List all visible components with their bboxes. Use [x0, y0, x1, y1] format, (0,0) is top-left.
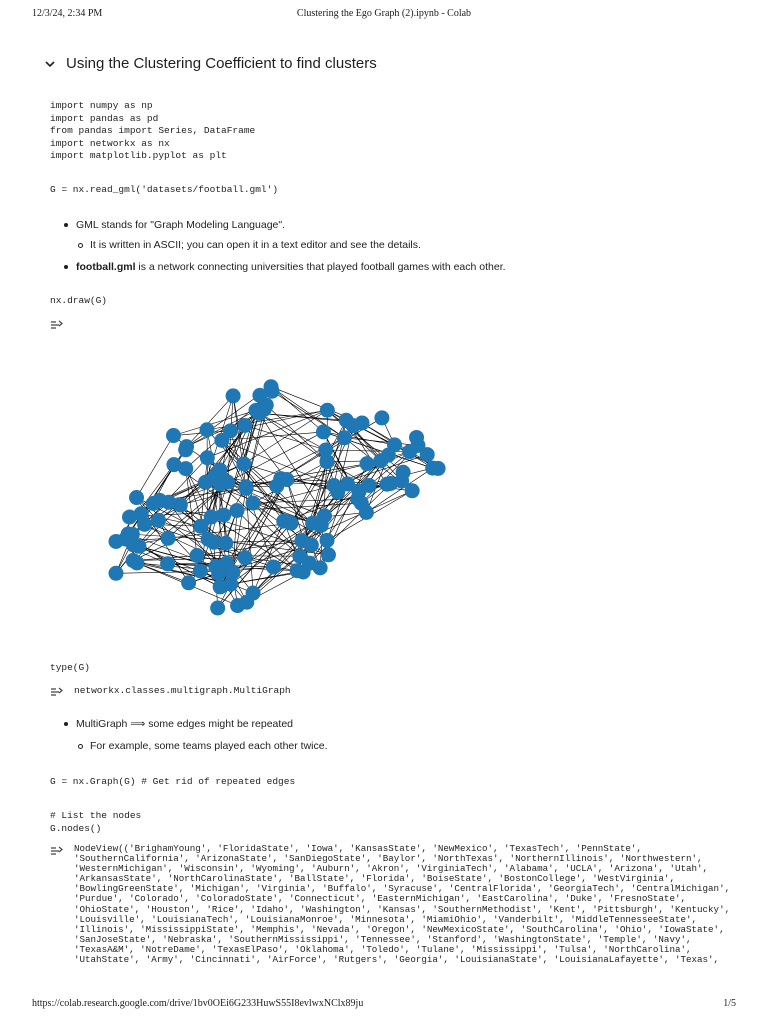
section-title: Using the Clustering Coefficient to find clusters — [66, 55, 377, 72]
code-cell-read-gml[interactable]: G = nx.read_gml('datasets/football.gml') — [50, 184, 279, 195]
graph-node — [166, 457, 181, 472]
graph-node — [146, 496, 161, 511]
graph-edge — [186, 469, 197, 556]
output-nodes: NodeView(('BrighamYoung', 'FloridaState', 'Iowa', 'KansasState', 'NewMexico', 'TexasTech', 'PennState', 'SouthernCalifornia', 'ArizonaState', 'SanDiegoState', 'Baylor', 'NorthTexas', 'NorthernIllinois', 'Northwestern', 'WesternMichigan', 'Wisconsin', 'Wyoming', 'Auburn', 'Akron', 'VirginiaTech', 'Alabama', 'UCLA', 'Arizona', 'Utah', 'ArkansasState', 'NorthCarolinaState', 'BallState', 'Florida', 'BoiseState', 'BostonCollege', 'WestVirginia', 'BowlingGreenState', 'Michigan', 'Virginia', 'Buffalo', 'Syracuse', 'CentralFlorida', 'GeorgiaTech', 'CentralMichigan', 'Purdue', 'Colorado', 'ColoradoState', 'Connecticut', 'EasternMichigan', 'EastCarolina', 'Duke', 'FresnoState', 'OhioState', 'Houston', 'Rice', 'Idaho', 'Washington', 'Kansas', 'SouthernMethodist', 'Kent', 'Pittsburgh', 'Kentucky', 'Louisville', 'LouisianaTech', 'LouisianaMonroe', 'Minnesota', 'MiamiOhio', 'Vanderbilt', 'MiddleTennesseeState', 'Illinois', 'MississippiState', 'Memphis', 'Nevada', 'Oregon', 'NewMexicoState', 'SouthCarolina', 'Ohio', 'IowaState', 'SanJoseState', 'Nebraska', 'SouthernMississippi', 'Tennessee', 'Stanford', 'WashingtonState', 'Temple', 'Navy', 'TexasA&M', 'NotreDame', 'TexasElPaso', 'Oklahoma', 'Toledo', 'Tulane', 'Mississippi', 'Tulsa', 'NorthCarolina', 'UtahState', 'Army', 'Cincinnati', 'AirForce', 'Rutgers', 'Georgia', 'LouisianaState', 'LouisianaLafayette', 'Texas', — [74, 843, 731, 966]
graph-node — [362, 478, 377, 493]
graph-node — [193, 519, 208, 534]
graph-node — [151, 513, 166, 528]
page-number: 1/5 — [723, 998, 736, 1009]
graph-node — [212, 462, 227, 477]
graph-node — [374, 410, 389, 425]
graph-node — [316, 424, 331, 439]
graph-node — [320, 403, 335, 418]
graph-node — [200, 450, 215, 465]
graph-node — [320, 533, 335, 548]
graph-node — [190, 548, 205, 563]
graph-node — [109, 566, 124, 581]
graph-node — [238, 550, 253, 565]
graph-node — [181, 575, 196, 590]
bullet-text: MultiGraph ⟹ some edges might be repeated — [76, 718, 293, 730]
code-cell-graph[interactable]: G = nx.Graph(G) # Get rid of repeated edges — [50, 776, 296, 787]
graph-node — [129, 490, 144, 505]
graph-node — [396, 465, 411, 480]
graph-node — [257, 402, 272, 417]
code-cell-nodes[interactable]: # List the nodes G.nodes() — [50, 810, 142, 834]
graph-node — [346, 418, 361, 433]
graph-node — [225, 564, 240, 579]
graph-node — [161, 531, 176, 546]
list-item — [76, 238, 506, 252]
graph-node — [213, 477, 228, 492]
code-cell-draw[interactable]: nx.draw(G) — [50, 295, 108, 306]
graph-node — [193, 563, 208, 578]
graph-node — [359, 505, 374, 520]
graph-node — [420, 447, 435, 462]
print-url: https://colab.research.google.com/drive/1bv0OEi6G233HuwS55I8evlwxNClx89ju — [32, 998, 364, 1009]
bullet-text: GML stands for "Graph Modeling Language". — [76, 219, 286, 231]
graph-node — [318, 443, 333, 458]
bold-text: football.gml — [76, 261, 136, 273]
graph-node — [237, 418, 252, 433]
print-footer — [32, 998, 736, 1012]
graph-node — [409, 430, 424, 445]
graph-node — [246, 496, 261, 511]
graph-node — [213, 579, 228, 594]
graph-node — [405, 483, 420, 498]
graph-edge — [281, 438, 345, 479]
list-item — [62, 218, 506, 232]
graph-node — [337, 430, 352, 445]
graph-node — [226, 388, 241, 403]
graph-node — [198, 475, 213, 490]
graph-node — [166, 428, 181, 443]
graph-node — [340, 476, 355, 491]
chevron-down-icon[interactable] — [44, 58, 56, 70]
graph-node — [218, 536, 233, 551]
graph-node — [239, 481, 254, 496]
bullet-text: For example, some teams played each other twice. — [90, 740, 328, 752]
graph-node — [208, 559, 223, 574]
output-toggle-icon[interactable] — [50, 846, 64, 856]
graph-node — [379, 477, 394, 492]
graph-node — [214, 433, 229, 448]
graph-node — [160, 556, 175, 571]
graph-node — [266, 559, 281, 574]
output-toggle-icon[interactable] — [50, 687, 64, 697]
output-type: networkx.classes.multigraph.MultiGraph — [74, 685, 291, 696]
graph-node — [200, 422, 215, 437]
output-toggle-icon[interactable] — [50, 320, 64, 330]
graph-node — [381, 448, 396, 463]
graph-edge — [259, 413, 327, 461]
graph-node — [201, 532, 216, 547]
print-header — [32, 8, 736, 22]
markdown-multigraph-note — [62, 717, 328, 753]
list-item — [62, 717, 328, 731]
graph-node — [273, 471, 288, 486]
graph-node — [321, 547, 336, 562]
graph-node — [305, 516, 320, 531]
section-header[interactable] — [44, 55, 377, 72]
graph-node — [179, 439, 194, 454]
list-item — [62, 260, 506, 274]
code-cell-imports[interactable]: import numpy as np import pandas as pd from pandas import Series, DataFrame import networkx as nx import matplotlib.pyplot as plt — [50, 100, 256, 161]
print-date: 12/3/24, 2:34 PM — [32, 8, 103, 19]
graph-node — [302, 556, 317, 571]
graph-node — [161, 495, 176, 510]
graph-node — [125, 527, 140, 542]
graph-node — [239, 595, 254, 610]
network-graph-plot — [100, 340, 470, 620]
graph-node — [327, 478, 342, 493]
print-title: Clustering the Ego Graph (2).ipynb - Colab — [296, 8, 472, 19]
markdown-gml-note — [62, 218, 506, 274]
code-cell-type[interactable]: type(G) — [50, 662, 90, 673]
graph-node — [229, 503, 244, 518]
graph-node — [284, 516, 299, 531]
graph-node — [425, 461, 440, 476]
graph-node — [304, 537, 319, 552]
graph-node — [360, 456, 375, 471]
bullet-text: It is written in ASCII; you can open it in a text editor and see the details. — [90, 239, 421, 251]
bullet-text: is a network connecting universities that played football games with each other. — [135, 261, 506, 273]
list-item — [76, 739, 328, 753]
graph-node — [210, 601, 225, 616]
graph-node — [265, 384, 280, 399]
graph-node — [236, 456, 251, 471]
graph-node — [129, 555, 144, 570]
graph-node — [134, 506, 149, 521]
